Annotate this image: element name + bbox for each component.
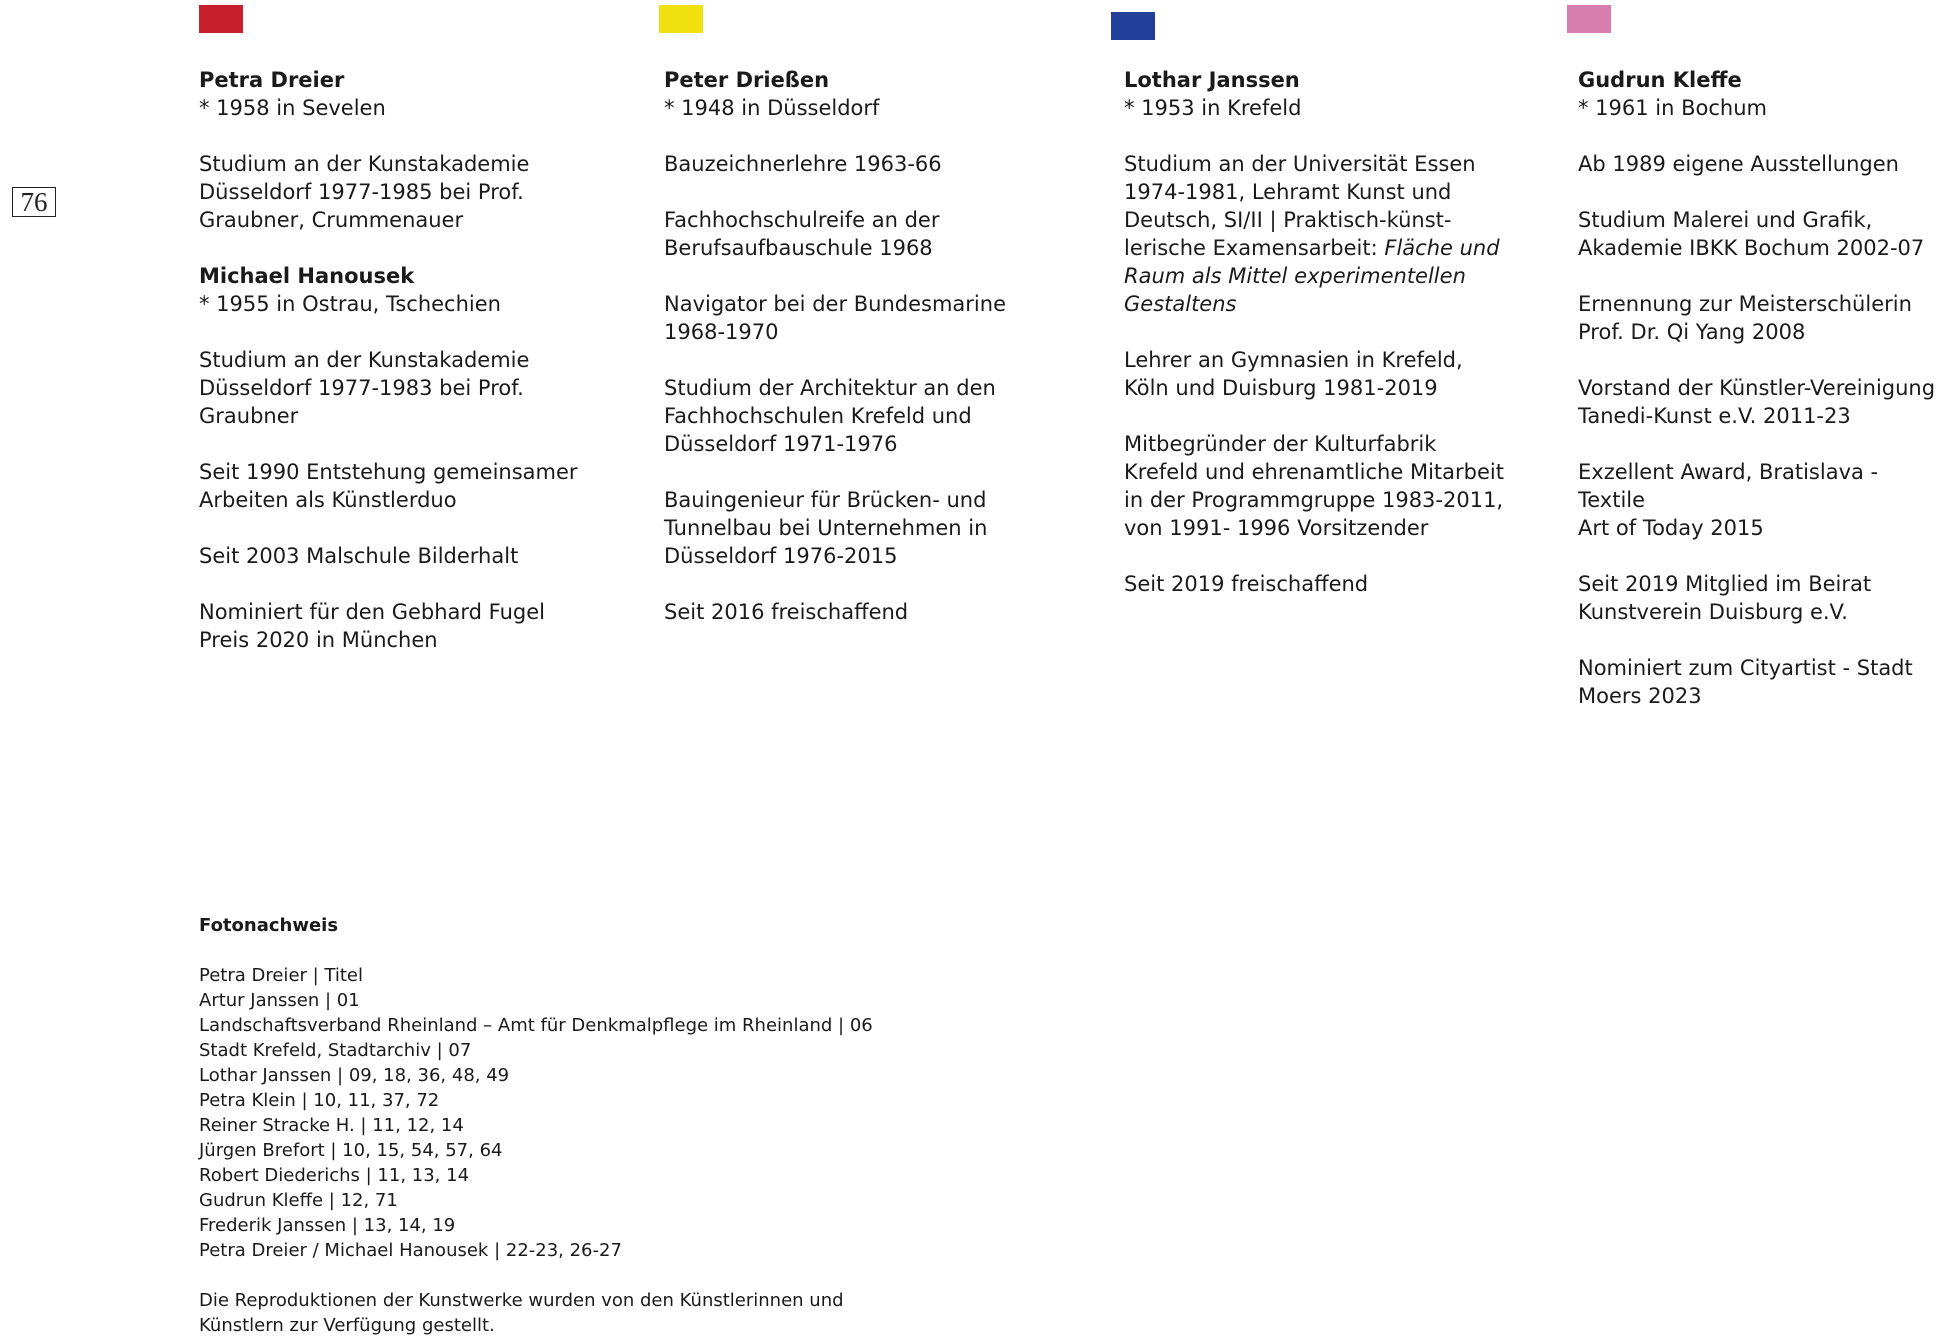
bio-paragraph: Studium der Architektur an den Fachhochschulen Krefeld und Düsseldorf 1971-1976 — [664, 376, 996, 456]
bio-paragraph: Nominiert zum Cityartist - Stadt Moers 2023 — [1578, 656, 1913, 708]
artist-birth: * 1955 in Ostrau, Tschechien — [199, 292, 501, 316]
bio-paragraph: Seit 2016 freischaffend — [664, 600, 909, 624]
credit-entry: Petra Dreier | Titel — [199, 965, 363, 986]
artist-name: Peter Drießen — [664, 68, 830, 92]
bio-paragraph: Vorstand der Künstler-Vereinigung Tanedi-Kunst e.V. 2011-23 — [1578, 376, 1936, 428]
credit-entry: Petra Dreier / Michael Hanousek | 22-23, 26-27 — [199, 1240, 622, 1261]
bio-paragraph: Lehrer an Gymnasien in Krefeld, Köln und Duisburg 1981-2019 — [1124, 348, 1463, 400]
bio-column-driessen — [664, 66, 1084, 654]
credit-entry: Robert Diederichs | 11, 13, 14 — [199, 1165, 470, 1186]
credit-entry: Reiner Stracke H. | 11, 12, 14 — [199, 1115, 464, 1136]
credit-entry: Petra Klein | 10, 11, 37, 72 — [199, 1090, 440, 1111]
artist-name: Petra Dreier — [199, 68, 345, 92]
credit-entry: Lothar Janssen | 09, 18, 36, 48, 49 — [199, 1065, 510, 1086]
credit-entry: Stadt Krefeld, Stadtarchiv | 07 — [199, 1040, 472, 1061]
thesis-title: Fläche und — [1384, 236, 1500, 260]
credit-entry: Artur Janssen | 01 — [199, 990, 360, 1011]
bio-column-kleffe — [1578, 66, 1948, 738]
credit-entry: Gudrun Kleffe | 12, 71 — [199, 1190, 398, 1211]
bio-paragraph: Navigator bei der Bundesmarine 1968-1970 — [664, 292, 1006, 344]
photo-credits — [199, 913, 873, 1338]
bio-paragraph: Bauzeichnerlehre 1963-66 — [664, 152, 942, 176]
artist-name: Lothar Janssen — [1124, 68, 1300, 92]
bio-paragraph: Seit 2003 Malschule Bilderhalt — [199, 544, 519, 568]
bio-paragraph: Studium Malerei und Grafik, Akademie IBKK Bochum 2002-07 — [1578, 208, 1925, 260]
bio-paragraph: Seit 2019 freischaffend — [1124, 572, 1369, 596]
credit-entry: Frederik Janssen | 13, 14, 19 — [199, 1215, 456, 1236]
bio-column-dreier-hanousek — [199, 66, 619, 682]
bio-paragraph: Studium an der Kunstakademie Düsseldorf 1977-1983 bei Prof. Graubner — [199, 348, 530, 428]
blue-color-swatch — [1111, 12, 1155, 40]
bio-paragraph: Fachhochschulreife an der Berufsaufbauschule 1968 — [664, 208, 940, 260]
bio-paragraph: Exzellent Award, Bratislava - Textile Art of Today 2015 — [1578, 460, 1879, 540]
bio-column-janssen — [1124, 66, 1544, 626]
thesis-title: Raum als Mittel experimentellen — [1124, 264, 1466, 288]
bio-paragraph: Mitbegründer der Kulturfabrik Krefeld und ehrenamtliche Mitarbeit in der Programmgruppe 1983-2011, von 1991- 1996 Vorsitzender — [1124, 432, 1504, 540]
page-number: 76 — [12, 187, 56, 217]
artist-birth: * 1953 in Krefeld — [1124, 96, 1302, 120]
artist-birth: * 1948 in Düsseldorf — [664, 96, 880, 120]
yellow-color-swatch — [659, 5, 703, 33]
bio-paragraph: Bauingenieur für Brücken- und Tunnelbau bei Unternehmen in Düsseldorf 1976-2015 — [664, 488, 988, 568]
artist-birth: * 1961 in Bochum — [1578, 96, 1767, 120]
pink-color-swatch — [1567, 5, 1611, 33]
artist-name: Gudrun Kleffe — [1578, 68, 1742, 92]
bio-paragraph: Seit 2019 Mitglied im Beirat Kunstverein Duisburg e.V. — [1578, 572, 1872, 624]
credit-entry: Landschaftsverband Rheinland – Amt für Denkmalpflege im Rheinland | 06 — [199, 1015, 873, 1036]
reproduction-note: Die Reproduktionen der Kunstwerke wurden von den Künstlerinnen und Künstlern zur Verfügung gestellt. — [199, 1290, 844, 1336]
artist-birth: * 1958 in Sevelen — [199, 96, 386, 120]
red-color-swatch — [199, 5, 243, 33]
photo-credits-heading: Fotonachweis — [199, 915, 339, 936]
bio-paragraph: Studium an der Universität Essen 1974-1981, Lehramt Kunst und Deutsch, SI/II | Praktisch-künst- lerische Examensarbeit: Fläche und Raum als Mittel experimentellen Gestaltens — [1124, 150, 1544, 318]
bio-paragraph: Ernennung zur Meisterschülerin Prof. Dr. Qi Yang 2008 — [1578, 292, 1912, 344]
thesis-title: Gestaltens — [1124, 292, 1237, 316]
bio-paragraph: Nominiert für den Gebhard Fugel Preis 2020 in München — [199, 600, 545, 652]
credit-entry: Jürgen Brefort | 10, 15, 54, 57, 64 — [199, 1140, 503, 1161]
artist-name: Michael Hanousek — [199, 264, 415, 288]
bio-paragraph: Ab 1989 eigene Ausstellungen — [1578, 152, 1899, 176]
bio-paragraph: Seit 1990 Entstehung gemeinsamer Arbeiten als Künstlerduo — [199, 460, 578, 512]
bio-paragraph: Studium an der Kunstakademie Düsseldorf 1977-1985 bei Prof. Graubner, Crummenauer — [199, 152, 530, 232]
